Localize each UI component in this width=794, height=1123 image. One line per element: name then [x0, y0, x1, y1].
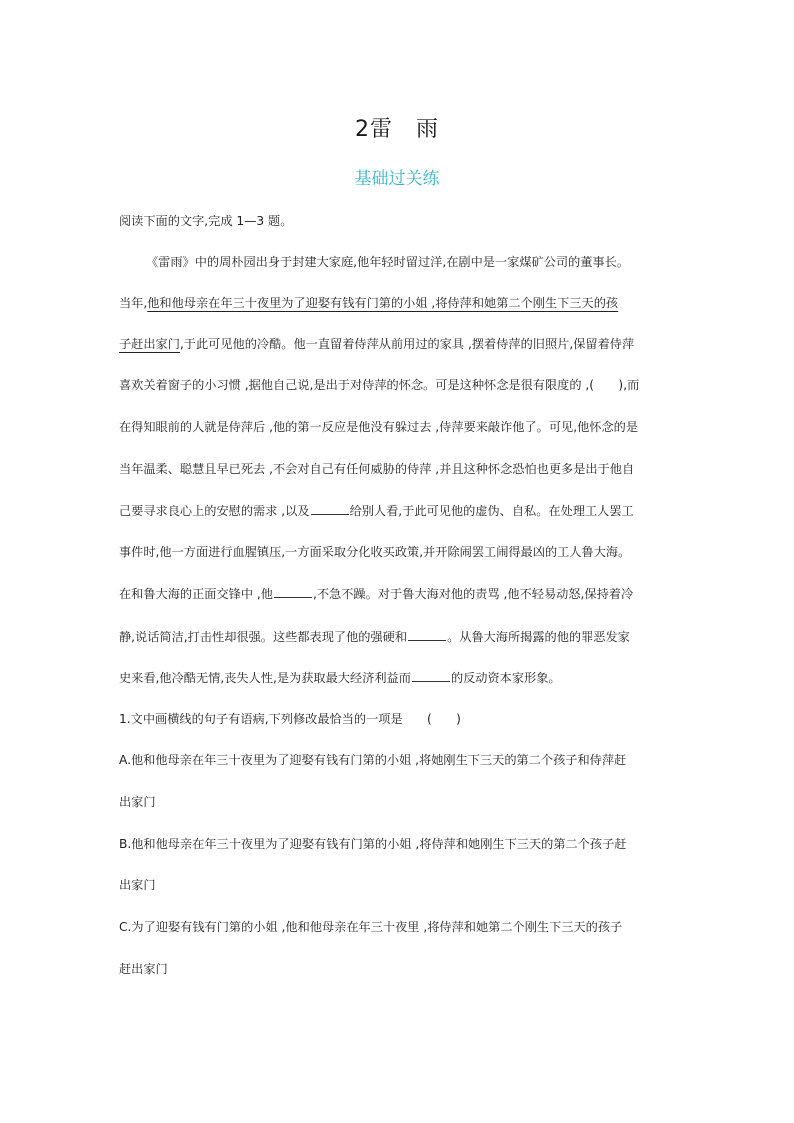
fill-blank[interactable]: [412, 669, 450, 682]
passage-text: 。从鲁大海所揭露的他的罪恶发家: [447, 630, 630, 644]
passage-text: 史来看,他冷酷无情,丧失人性,是为获取最大经济利益而: [119, 671, 411, 685]
section-heading: 基础过关练: [354, 169, 440, 189]
option-b-cont: 出家门: [119, 878, 156, 892]
passage-line-1: 《雷雨》中的周朴园出身于封建大家庭,他年轻时留过洋,在剧中是一家煤矿公司的董事长。: [146, 255, 630, 269]
passage-line-2: [119, 295, 618, 311]
passage-line-6: 当年温柔、聪慧且早已死去 ,不会对自己有任何威胁的侍萍 ,并且这种怀念恐怕也更多是出于他自: [119, 462, 635, 476]
question-1-stem: 1.文中画横线的句子有语病,下列修改最恰当的一项是 ( ): [119, 712, 461, 726]
underlined-sentence: 他和他母亲在年三十夜里为了迎娶有钱有门第的小姐 ,将侍萍和她第二个刚生下三天的孩: [147, 296, 619, 310]
passage-text: 在和鲁大海的正面交锋中 ,他: [119, 587, 273, 601]
passage-line-9: [119, 585, 633, 602]
passage-text: 当年,: [119, 296, 148, 310]
fill-blank[interactable]: [274, 585, 312, 598]
option-b[interactable]: B.他和他母亲在年三十夜里为了迎娶有钱有门第的小姐 ,将侍萍和她刚生下三天的第二个孩子赶: [119, 837, 627, 851]
passage-text: 给别人看,于此可见他的虚伪、自私。在处理工人罢工: [349, 504, 634, 518]
fill-blank[interactable]: [311, 502, 349, 515]
passage-line-8: 事件时,他一方面进行血腥镇压,一方面采取分化收买政策,并开除闹罢工闹得最凶的工人鲁大海。: [119, 545, 631, 559]
passage-line-5: 在得知眼前的人就是侍萍后 ,他的第一反应是他没有躲过去 ,侍萍要来敲诈他了。可见,他怀念的是: [119, 420, 639, 434]
passage-line-7: [119, 502, 634, 519]
passage-line-4: 喜欢关着窗子的小习惯 ,据他自己说,是出于对侍萍的怀念。可是这种怀念是很有限度的 ,( ),而: [119, 378, 640, 392]
passage-text: ,不急不躁。对于鲁大海对他的责骂 ,他不轻易动怒,保持着冷: [313, 587, 634, 601]
passage-text: ,于此可见他的冷酷。他一直留着侍萍从前用过的家具 ,摆着侍萍的旧照片,保留着侍萍: [179, 337, 635, 351]
underlined-sentence: 子赶出家门: [119, 337, 180, 351]
passage-line-11: [119, 669, 561, 686]
passage-text: 己要寻求良心上的安慰的需求 ,以及: [119, 504, 310, 518]
option-c[interactable]: C.为了迎娶有钱有门第的小姐 ,他和他母亲在年三十夜里 ,将侍萍和她第二个刚生下三天的孩子: [119, 920, 623, 934]
option-c-cont: 赶出家门: [119, 962, 168, 976]
fill-blank[interactable]: [408, 628, 446, 641]
passage-text: 的反动资本家形象。: [450, 671, 561, 685]
passage-line-10: [119, 628, 630, 645]
passage-line-3: [119, 336, 634, 352]
page-title: 2雷 雨: [355, 117, 439, 142]
option-a[interactable]: A.他和他母亲在年三十夜里为了迎娶有钱有门第的小姐 ,将她刚生下三天的第二个孩子和侍萍赶: [119, 753, 627, 767]
passage-text: 静,说话简洁,打击性却很强。这些都表现了他的强硬和: [119, 630, 408, 644]
instruction-text: 阅读下面的文字,完成 1—3 题。: [119, 214, 293, 228]
option-a-cont: 出家门: [119, 795, 156, 809]
